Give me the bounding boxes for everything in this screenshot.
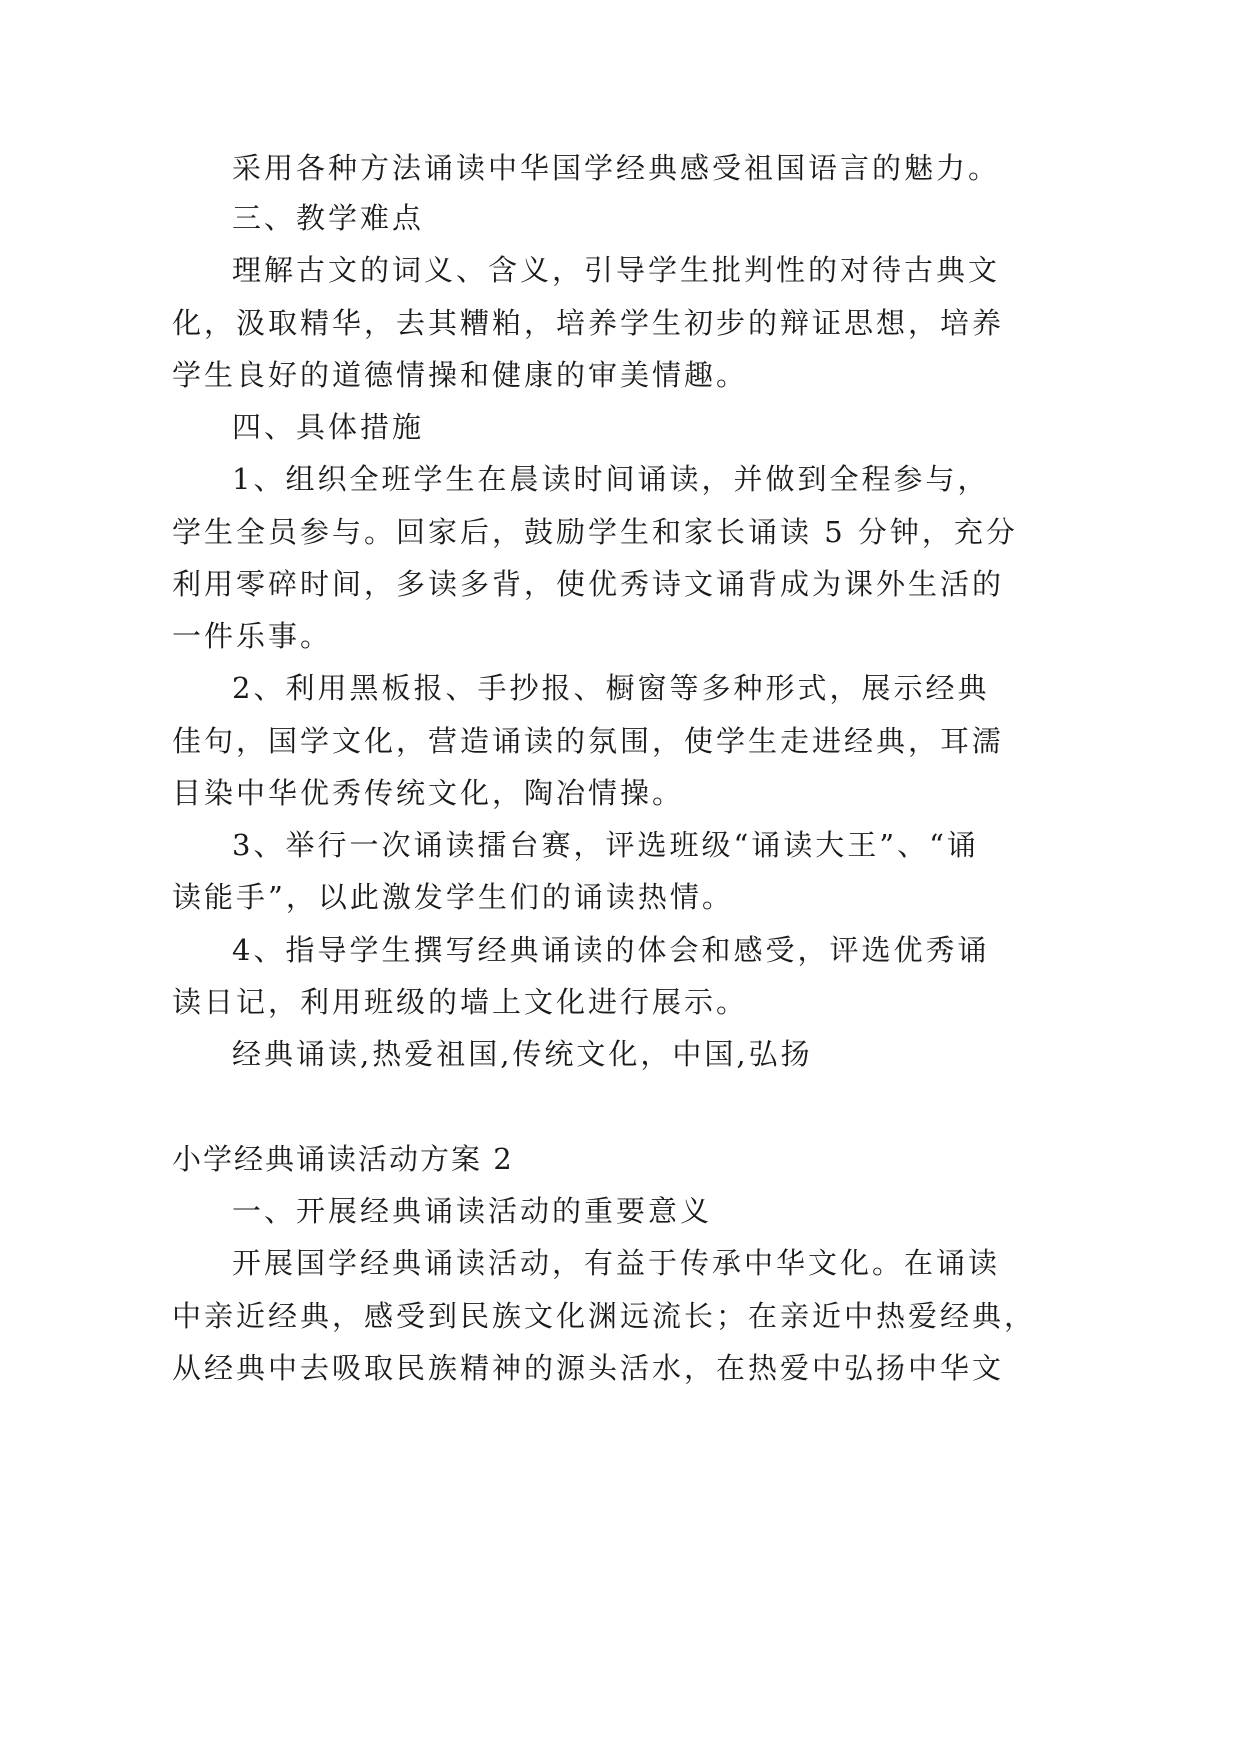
document-title: 小学经典诵读活动方案 2 [172, 1142, 514, 1176]
paragraph-line: 3、举行一次诵读擂台赛，评选班级“诵读大王”、“诵 [232, 828, 979, 862]
paragraph-line: 学生良好的道德情操和健康的审美情趣。 [172, 358, 749, 392]
paragraph-line: 2、利用黑板报、手抄报、橱窗等多种形式，展示经典 [232, 671, 990, 705]
paragraph-line: 理解古文的词义、含义，引导学生批判性的对待古典文 [232, 253, 1001, 287]
section-heading: 四、具体措施 [232, 410, 425, 444]
paragraph-line: 利用零碎时间，多读多背，使优秀诗文诵背成为课外生活的 [172, 567, 1005, 601]
paragraph-line: 开展国学经典诵读活动，有益于传承中华文化。在诵读 [232, 1246, 1001, 1280]
paragraph-line: 中亲近经典，感受到民族文化渊远流长；在亲近中热爱经典， [172, 1299, 1037, 1333]
section-heading: 一、开展经典诵读活动的重要意义 [232, 1194, 713, 1228]
paragraph-line: 1、组织全班学生在晨读时间诵读，并做到全程参与， [232, 462, 990, 496]
paragraph-line: 采用各种方法诵读中华国学经典感受祖国语言的魅力。 [232, 151, 1001, 185]
paragraph-line: 化，汲取精华，去其糟粕，培养学生初步的辩证思想，培养 [172, 306, 1005, 340]
paragraph-line: 目染中华优秀传统文化，陶冶情操。 [172, 776, 685, 810]
paragraph-line: 读能手”，以此激发学生们的诵读热情。 [172, 880, 734, 914]
section-heading: 三、教学难点 [232, 201, 425, 235]
paragraph-line: 从经典中去吸取民族精神的源头活水，在热爱中弘扬中华文 [172, 1351, 1005, 1385]
paragraph-line: 4、指导学生撰写经典诵读的体会和感受，评选优秀诵 [232, 933, 990, 967]
paragraph-line: 学生全员参与。回家后，鼓励学生和家长诵读 5 分钟，充分 [172, 515, 1018, 549]
paragraph-line: 佳句，国学文化，营造诵读的氛围，使学生走进经典，耳濡 [172, 724, 1005, 758]
paragraph-line: 读日记，利用班级的墙上文化进行展示。 [172, 985, 749, 1019]
keywords-line: 经典诵读,热爱祖国,传统文化，中国,弘扬 [232, 1037, 813, 1071]
paragraph-line: 一件乐事。 [172, 619, 333, 653]
